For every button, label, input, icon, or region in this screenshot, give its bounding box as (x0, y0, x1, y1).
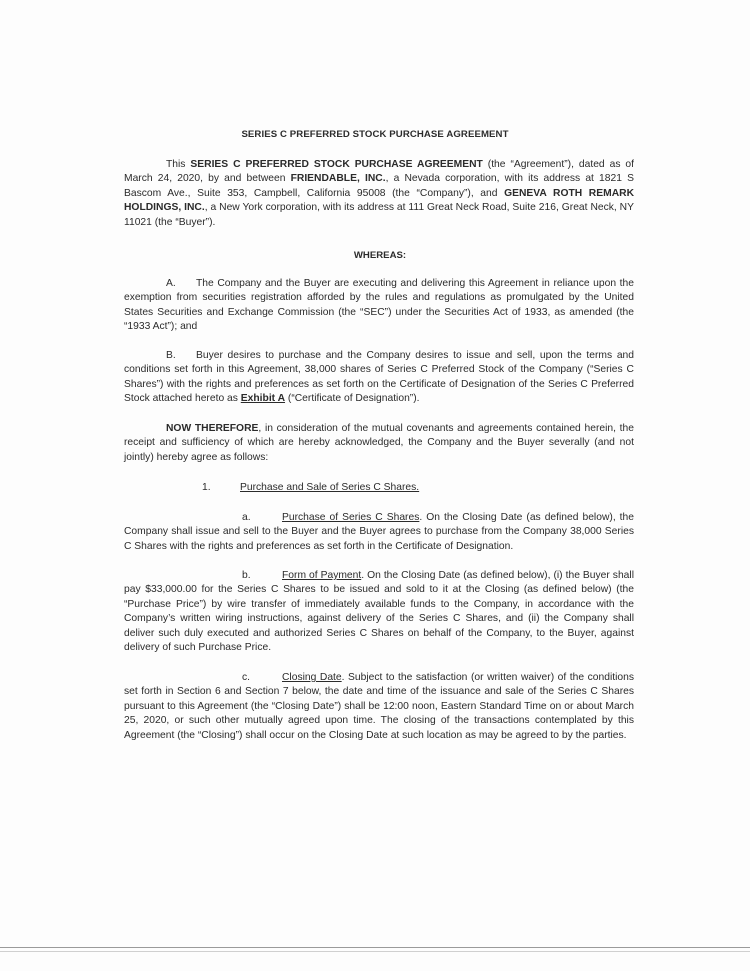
recital-a (124, 277, 634, 335)
intro-text-1: This (166, 159, 191, 170)
recital-a-label: A. (166, 278, 176, 289)
subsection-b-label: b. (242, 570, 251, 581)
intro-text-4: , a New York corporation, with its address at 111 Great Neck Road, Suite 216, Great Neck, NY 11021 (the “Buyer”). (124, 202, 634, 228)
scan-edge-line-faint (0, 951, 750, 952)
subsection-a-heading: Purchase of Series C Shares (282, 512, 420, 523)
subsection-c (124, 671, 634, 743)
intro-text-2: (the “Agreement”), dated as of March 24, 2020, by and between (124, 159, 634, 185)
now-therefore-bold: NOW THEREFORE (166, 423, 259, 434)
subsection-c-label: c. (242, 672, 251, 683)
recital-b-text-2: (“Certificate of Designation”). (285, 393, 420, 405)
scan-edge-line (0, 947, 750, 948)
subsection-a-label: a. (242, 512, 251, 523)
recital-b (124, 349, 634, 407)
now-therefore-paragraph (124, 422, 634, 465)
exhibit-a-reference: Exhibit A (240, 393, 286, 405)
subsection-a (124, 511, 634, 554)
subsection-c-heading: Closing Date (282, 672, 342, 683)
subsection-b-text: . On the Closing Date (as defined below), (i) the Buyer shall pay $33,000.00 for the Series C Shares to be issued and sold to it at the Closing (as defined below) (the “Purchase Price”) by wire transfer of immediately available funds to the Company, in accordance with the Company’s written wiring instructions, against delivery of the Series C Shares, and (ii) the Company shall deliver such duly executed and authorized Series C Shares on behalf of the Company, to the Buyer, against delivery of such Purchase Price. (124, 570, 634, 654)
document-title: SERIES C PREFERRED STOCK PURCHASE AGREEMENT (241, 129, 509, 140)
recital-b-text-1: Buyer desires to purchase and the Company desires to issue and sell, upon the terms and conditions set forth in this Agreement, 38,000 shares of Series C Preferred Stock of the Company (“Series C Shares”) with the rights and preferences as set forth on the Certificate of Designation of the Series C Preferred Stock attached hereto as (124, 350, 634, 405)
recital-a-text: The Company and the Buyer are executing and delivering this Agreement in reliance upon the exemption from securities registration afforded by the rules and regulations as promulgated by the United States Securities and Exchange Commission (the “SEC”) under the Securities Act of 1933, as amended (the “1933 Act”); and (124, 278, 634, 333)
subsection-c-text: . Subject to the satisfaction (or written waiver) of the conditions set forth in Section 6 and Section 7 below, the date and time of the issuance and sale of the Series C Shares pursuant to this Agreement (the “Closing Date”) shall be 12:00 noon, Eastern Standard Time on or about March 25, 2020, or such other mutually agreed upon time. The closing of the transactions contemplated by this Agreement (the “Closing”) shall occur on the Closing Date at such location as may be agreed to by the parties. (124, 672, 635, 741)
intro-paragraph (124, 158, 634, 230)
subsection-b-heading: Form of Payment (282, 570, 362, 581)
subsection-b (124, 569, 634, 655)
whereas-heading: WHEREAS: (353, 250, 407, 261)
section-1-heading (202, 481, 622, 495)
section-1-number: 1. (202, 482, 211, 493)
intro-bold-agreement: SERIES C PREFERRED STOCK PURCHASE AGREEMENT (190, 159, 483, 170)
section-1-title: Purchase and Sale of Series C Shares. (240, 482, 420, 493)
intro-text-3: , a Nevada corporation, with its address at 1821 S Bascom Ave., Suite 353, Campbell, California 95008 (the “Company”), and (124, 173, 634, 199)
recital-b-label: B. (166, 350, 176, 361)
intro-bold-company: FRIENDABLE, INC. (290, 173, 386, 185)
subsection-a-text: . On the Closing Date (as defined below), the Company shall issue and sell to the Buyer and the Buyer agrees to purchase from the Company 38,000 Series C Shares with the rights and preferences as set forth in the Certificate of Designation. (124, 512, 634, 552)
intro-bold-buyer: GENEVA ROTH REMARK HOLDINGS, INC. (124, 187, 635, 214)
now-therefore-text: , in consideration of the mutual covenants and agreements contained herein, the receipt and sufficiency of which are hereby acknowledged, the Company and the Buyer severally (and not jointly) hereby agree as follows: (124, 423, 634, 463)
